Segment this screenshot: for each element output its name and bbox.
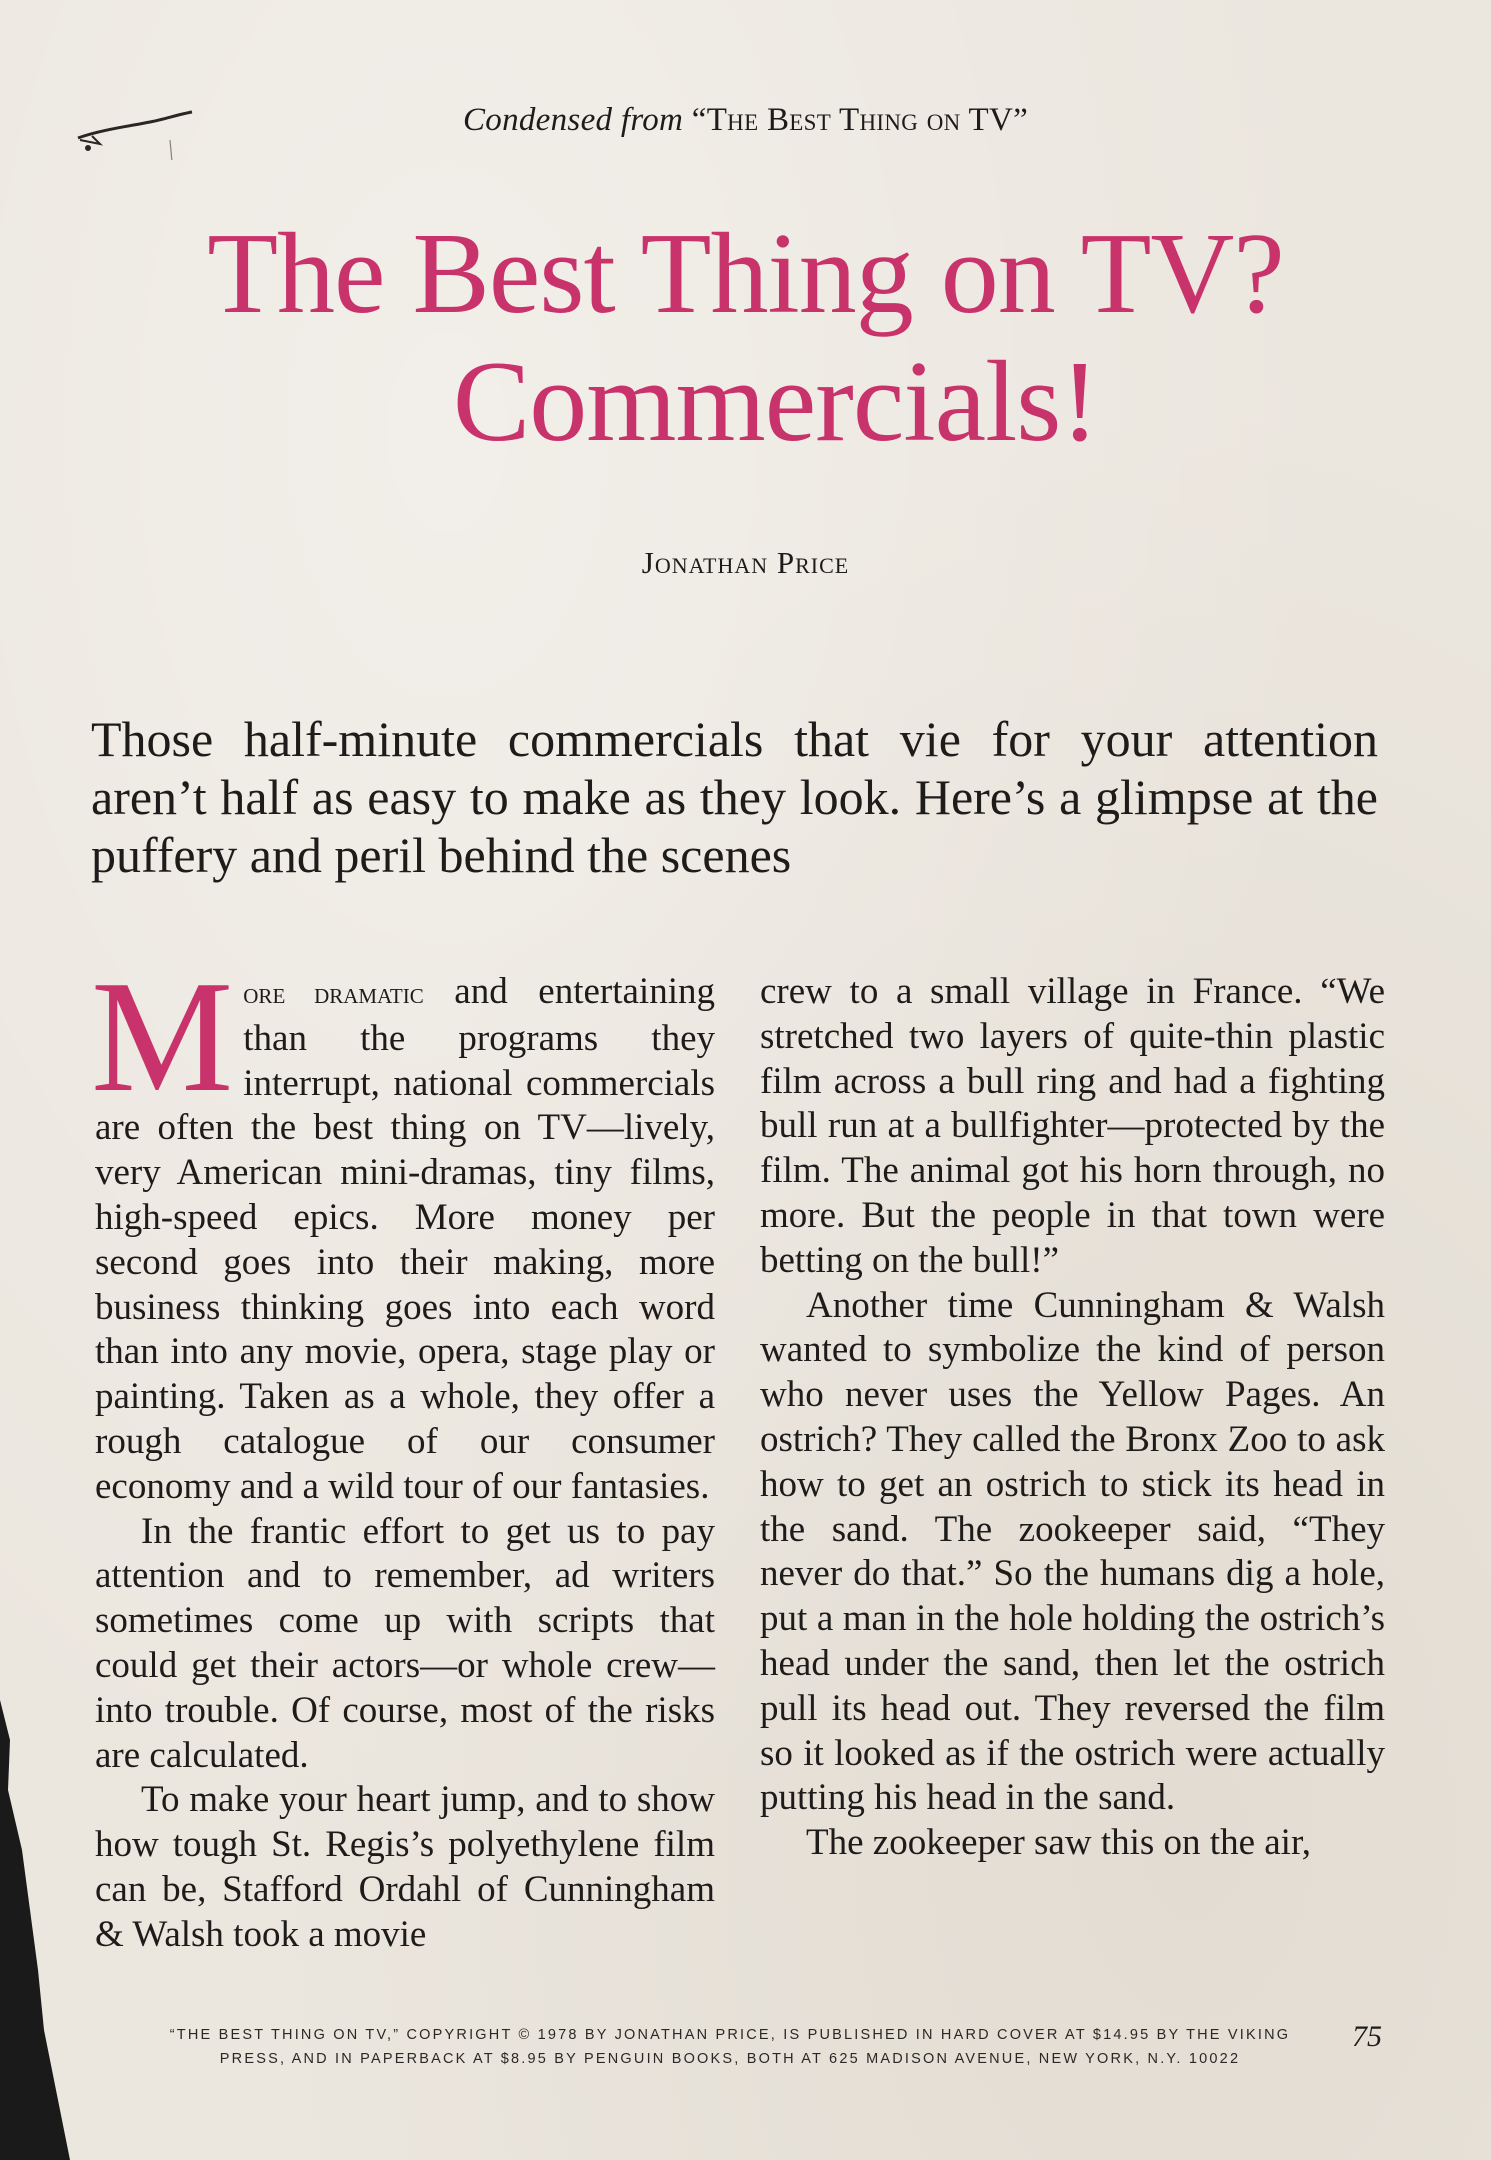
title-line-2: Commercials! (452, 338, 1099, 466)
condensed-prefix: Condensed from (462, 102, 684, 138)
lead-in-smallcaps: ore dramatic (243, 977, 424, 1010)
page-number: 75 (1352, 2020, 1382, 2053)
drop-cap: M (91, 947, 234, 1125)
article-dek: Those half-minute commercials that vie for your attention aren’t half as easy to make as they look. Here’s a glimpse at the puffery and peril behind the scenes (91, 711, 1378, 883)
right-column (760, 970, 1385, 1866)
left-paragraph-1-text: and entertaining than the programs they interrupt, national commercials are often the best thing on TV—lively, very American mini-dramas, tiny films, high-speed epics. More money per second goes into their making, more business thinking goes into each word than into any movie, opera, stage play or painting. Taken as a whole, they offer a rough catalogue of our consumer economy and a wild tour of our fantasies. (95, 971, 715, 1507)
title-line-1: The Best Thing on TV? (207, 210, 1284, 338)
copyright-line-2: PRESS, AND IN PAPERBACK AT $8.95 BY PENGUIN BOOKS, BOTH AT 625 MADISON AVENUE, NEW YORK, N.Y. 10022 (219, 2051, 1241, 2067)
left-paragraph-1 (91, 947, 715, 1510)
copyright-line-1: “THE BEST THING ON TV,” COPYRIGHT © 1978 BY JONATHAN PRICE, IS PUBLISHED IN HARD COVER AT $14.95 BY THE VIKING (169, 2027, 1291, 2043)
left-paragraph-2: In the frantic effort to get us to pay attention and to remember, ad writers sometimes come up with scripts that could get their actors—or whole crew—into trouble. Of course, most of the risks are calculated. (95, 1510, 715, 1776)
left-paragraph-3: To make your heart jump, and to show how tough St. Regis’s polyethylene film can be, Stafford Ordahl of Cunningham & Walsh took a movie (95, 1779, 715, 1955)
article-title (0, 212, 1491, 464)
torn-dark-edge (0, 1700, 80, 2160)
condensed-source: “The Best Thing on TV” (691, 102, 1029, 138)
copyright-footnote (160, 2023, 1300, 2071)
left-column (91, 947, 715, 1958)
right-paragraph-1: crew to a small village in France. “We stretched two layers of quite-thin plastic film across a bull ring and had a fighting bull run at a bullfighter—protected by the film. The animal got his horn through, no more. But the people in that town were betting on the bull!” (760, 971, 1385, 1281)
condensed-from-line (0, 102, 1491, 139)
right-paragraph-2: Another time Cunningham & Walsh wanted to symbolize the kind of person who never uses the Yellow Pages. An ostrich? They called the Bronx Zoo to ask how to get an ostrich to stick its head in the sand. The zookeeper said, “They never do that.” So the humans dig a hole, put a man in the hole holding the ostrich’s head under the sand, then let the ostrich pull its head out. They reversed the film so it looked as if the ostrich were actually putting his head in the sand. (760, 1284, 1385, 1819)
author-byline: Jonathan Price (641, 545, 850, 580)
right-paragraph-3: The zookeeper saw this on the air, (806, 1822, 1312, 1864)
